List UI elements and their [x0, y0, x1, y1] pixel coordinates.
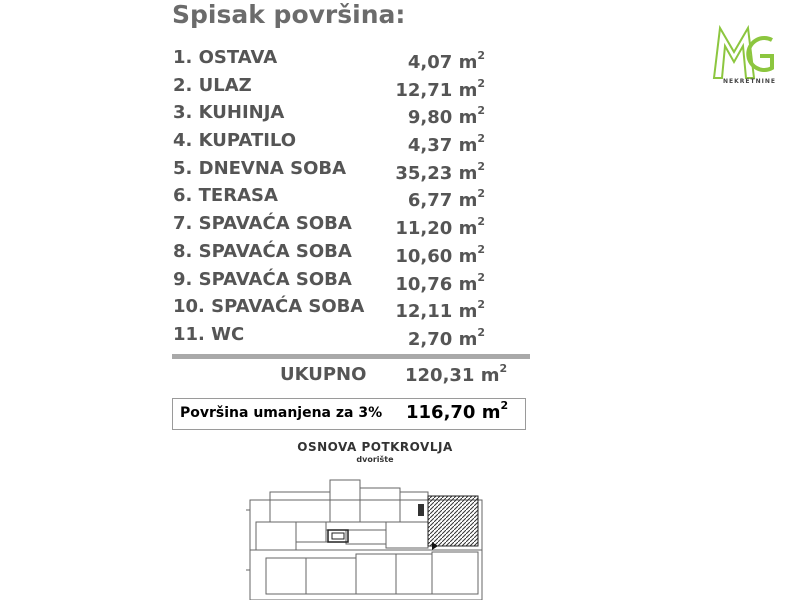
room-area: 11,20 $m^2$ [395, 215, 485, 240]
reduced-area-label: Površina umanjena za 3% [180, 405, 383, 421]
room-row [173, 182, 513, 210]
room-name: 7. SPAVAĆA SOBA [173, 213, 352, 235]
reduced-area-value: 116,70 $m^2$ [406, 399, 509, 423]
reduced-area-box [172, 398, 526, 430]
room-name: 5. DNEVNA SOBA [173, 157, 347, 179]
room-name: 11. WC [173, 323, 245, 345]
room-row [173, 99, 513, 127]
room-row [173, 44, 513, 72]
total-label: UKUPNO [280, 364, 367, 385]
room-area: 12,11 $m^2$ [395, 298, 485, 323]
room-area: 2,70 $m^2$ [407, 325, 485, 350]
room-row [173, 127, 513, 155]
room-row [173, 72, 513, 100]
floorplan-subtitle: dvorište [356, 455, 394, 464]
room-area: 10,60 $m^2$ [395, 242, 485, 267]
room-row [173, 293, 513, 321]
room-area: 10,76 $m^2$ [395, 270, 485, 295]
room-row [173, 155, 513, 183]
room-row [173, 266, 513, 294]
room-name: 1. OSTAVA [173, 47, 278, 68]
room-row [173, 238, 513, 266]
divider [172, 354, 530, 359]
page-title: Spisak površina: [172, 0, 406, 29]
room-area: 4,37 $m^2$ [407, 132, 485, 157]
total-value: 120,31 $m^2$ [405, 362, 508, 386]
logo-text: NEKRETNINE [723, 78, 776, 85]
room-area: 35,23 $m^2$ [395, 159, 485, 184]
room-area: 4,07 $m^2$ [407, 49, 485, 73]
room-name: 9. SPAVAĆA SOBA [173, 268, 352, 290]
room-name: 2. ULAZ [173, 74, 252, 96]
room-name: 3. KUHINJA [173, 102, 285, 124]
room-area: 6,77 $m^2$ [407, 187, 485, 212]
room-area: 12,71 $m^2$ [395, 76, 485, 101]
room-name: 8. SPAVAĆA SOBA [173, 240, 352, 262]
room-name: 10. SPAVAĆA SOBA [173, 296, 365, 318]
room-name: 6. TERASA [173, 185, 278, 207]
room-row [173, 210, 513, 238]
room-area: 9,80 $m^2$ [407, 104, 485, 129]
room-name: 4. KUPATILO [173, 130, 297, 152]
floorplan-drawing [246, 470, 486, 600]
room-list [173, 44, 513, 349]
floorplan-title: OSNOVA POTKROVLJA [297, 440, 453, 454]
room-row [173, 321, 513, 349]
